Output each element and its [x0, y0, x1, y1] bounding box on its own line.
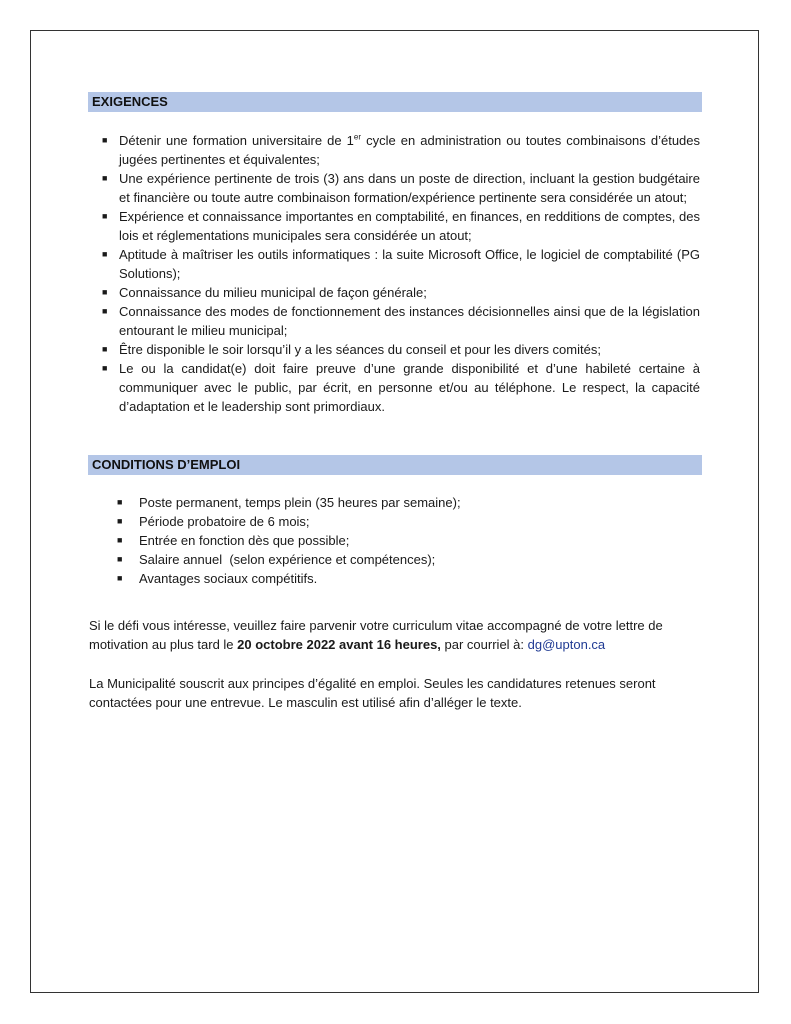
bullet-icon: ■ — [117, 497, 123, 507]
list-item — [102, 207, 700, 245]
bullet-icon: ■ — [102, 173, 108, 183]
list-item — [117, 550, 659, 569]
conditions-header: CONDITIONS D’EMPLOI — [88, 455, 702, 475]
list-item — [102, 131, 701, 169]
bullet-icon: ■ — [102, 344, 108, 354]
list-item — [117, 512, 659, 531]
list-item — [102, 245, 700, 283]
bullet-icon: ■ — [102, 363, 108, 373]
deadline-text: 20 octobre 2022 avant 16 heures, — [237, 637, 441, 652]
list-item-text: Poste permanent, temps plein (35 heures par semaine); — [139, 495, 461, 510]
list-item — [102, 283, 700, 302]
email-link[interactable]: dg@upton.ca — [527, 637, 606, 652]
bullet-icon: ■ — [117, 573, 123, 583]
list-item-text: Expérience et connaissance importantes en comptabilité, en finances, en redditions de comptes, des lois et réglementations municipales sera considérée un atout; — [119, 209, 700, 243]
list-item — [102, 359, 700, 416]
application-paragraph — [89, 616, 701, 654]
list-item — [102, 169, 700, 207]
list-item-text: Aptitude à maîtriser les outils informatiques : la suite Microsoft Office, le logiciel de comptabilité (PG Solutions); — [119, 247, 700, 281]
list-item — [117, 569, 659, 588]
list-item-text: Entrée en fonction dès que possible; — [139, 533, 350, 548]
bullet-icon: ■ — [102, 249, 108, 259]
list-item-text: Être disponible le soir lorsqu’il y a les séances du conseil et pour les divers comités; — [119, 342, 601, 357]
bullet-icon: ■ — [102, 306, 108, 316]
bullet-icon: ■ — [102, 287, 108, 297]
list-item-text: Période probatoire de 6 mois; — [139, 514, 310, 529]
bullet-icon: ■ — [117, 554, 123, 564]
requirements-list — [102, 131, 701, 416]
list-item-text: Détenir une formation universitaire de 1 — [119, 133, 354, 148]
list-item-text: Avantages sociaux compétitifs. — [139, 571, 318, 586]
list-item-text: Salaire annuel (selon expérience et compétences); — [139, 552, 436, 567]
list-item — [102, 340, 700, 359]
conditions-list — [117, 493, 659, 588]
application-text: Si le défi vous intéresse, veuillez faire parvenir votre curriculum vitae accompagné de votre lettre de motivation au plus tard le — [89, 618, 663, 652]
requirements-header: EXIGENCES — [88, 92, 702, 112]
application-text: par courriel à: — [440, 637, 528, 652]
list-item-text: cycle en administration ou toutes combinaisons d’études jugées pertinentes et équivalentes; — [119, 133, 701, 167]
list-item-text: Connaissance des modes de fonctionnement des instances décisionnelles ainsi que de la législation entourant le milieu municipal; — [119, 304, 700, 338]
bullet-icon: ■ — [117, 516, 123, 526]
bullet-icon: ■ — [102, 135, 108, 145]
superscript: er — [353, 132, 362, 142]
bullet-icon: ■ — [102, 211, 108, 221]
equality-notice: La Municipalité souscrit aux principes d’égalité en emploi. Seules les candidatures retenues seront contactées pour une entrevue. Le masculin est utilisé afin d’alléger le texte. — [89, 676, 656, 710]
list-item — [102, 302, 700, 340]
list-item-text: Connaissance du milieu municipal de façon générale; — [119, 285, 427, 300]
list-item-text: Le ou la candidat(e) doit faire preuve d’une grande disponibilité et d’une habileté certaine à communiquer avec le public, par écrit, en personne et/ou au téléphone. Le respect, la capacité d’adaptation et le leadership sont primordiaux. — [119, 361, 700, 414]
bullet-icon: ■ — [117, 535, 123, 545]
list-item — [117, 493, 659, 512]
list-item — [117, 531, 659, 550]
list-item-text: Une expérience pertinente de trois (3) ans dans un poste de direction, incluant la gestion budgétaire et financière ou toute autre combinaison formation/expérience pertinente sera considérée un atout; — [119, 171, 700, 205]
